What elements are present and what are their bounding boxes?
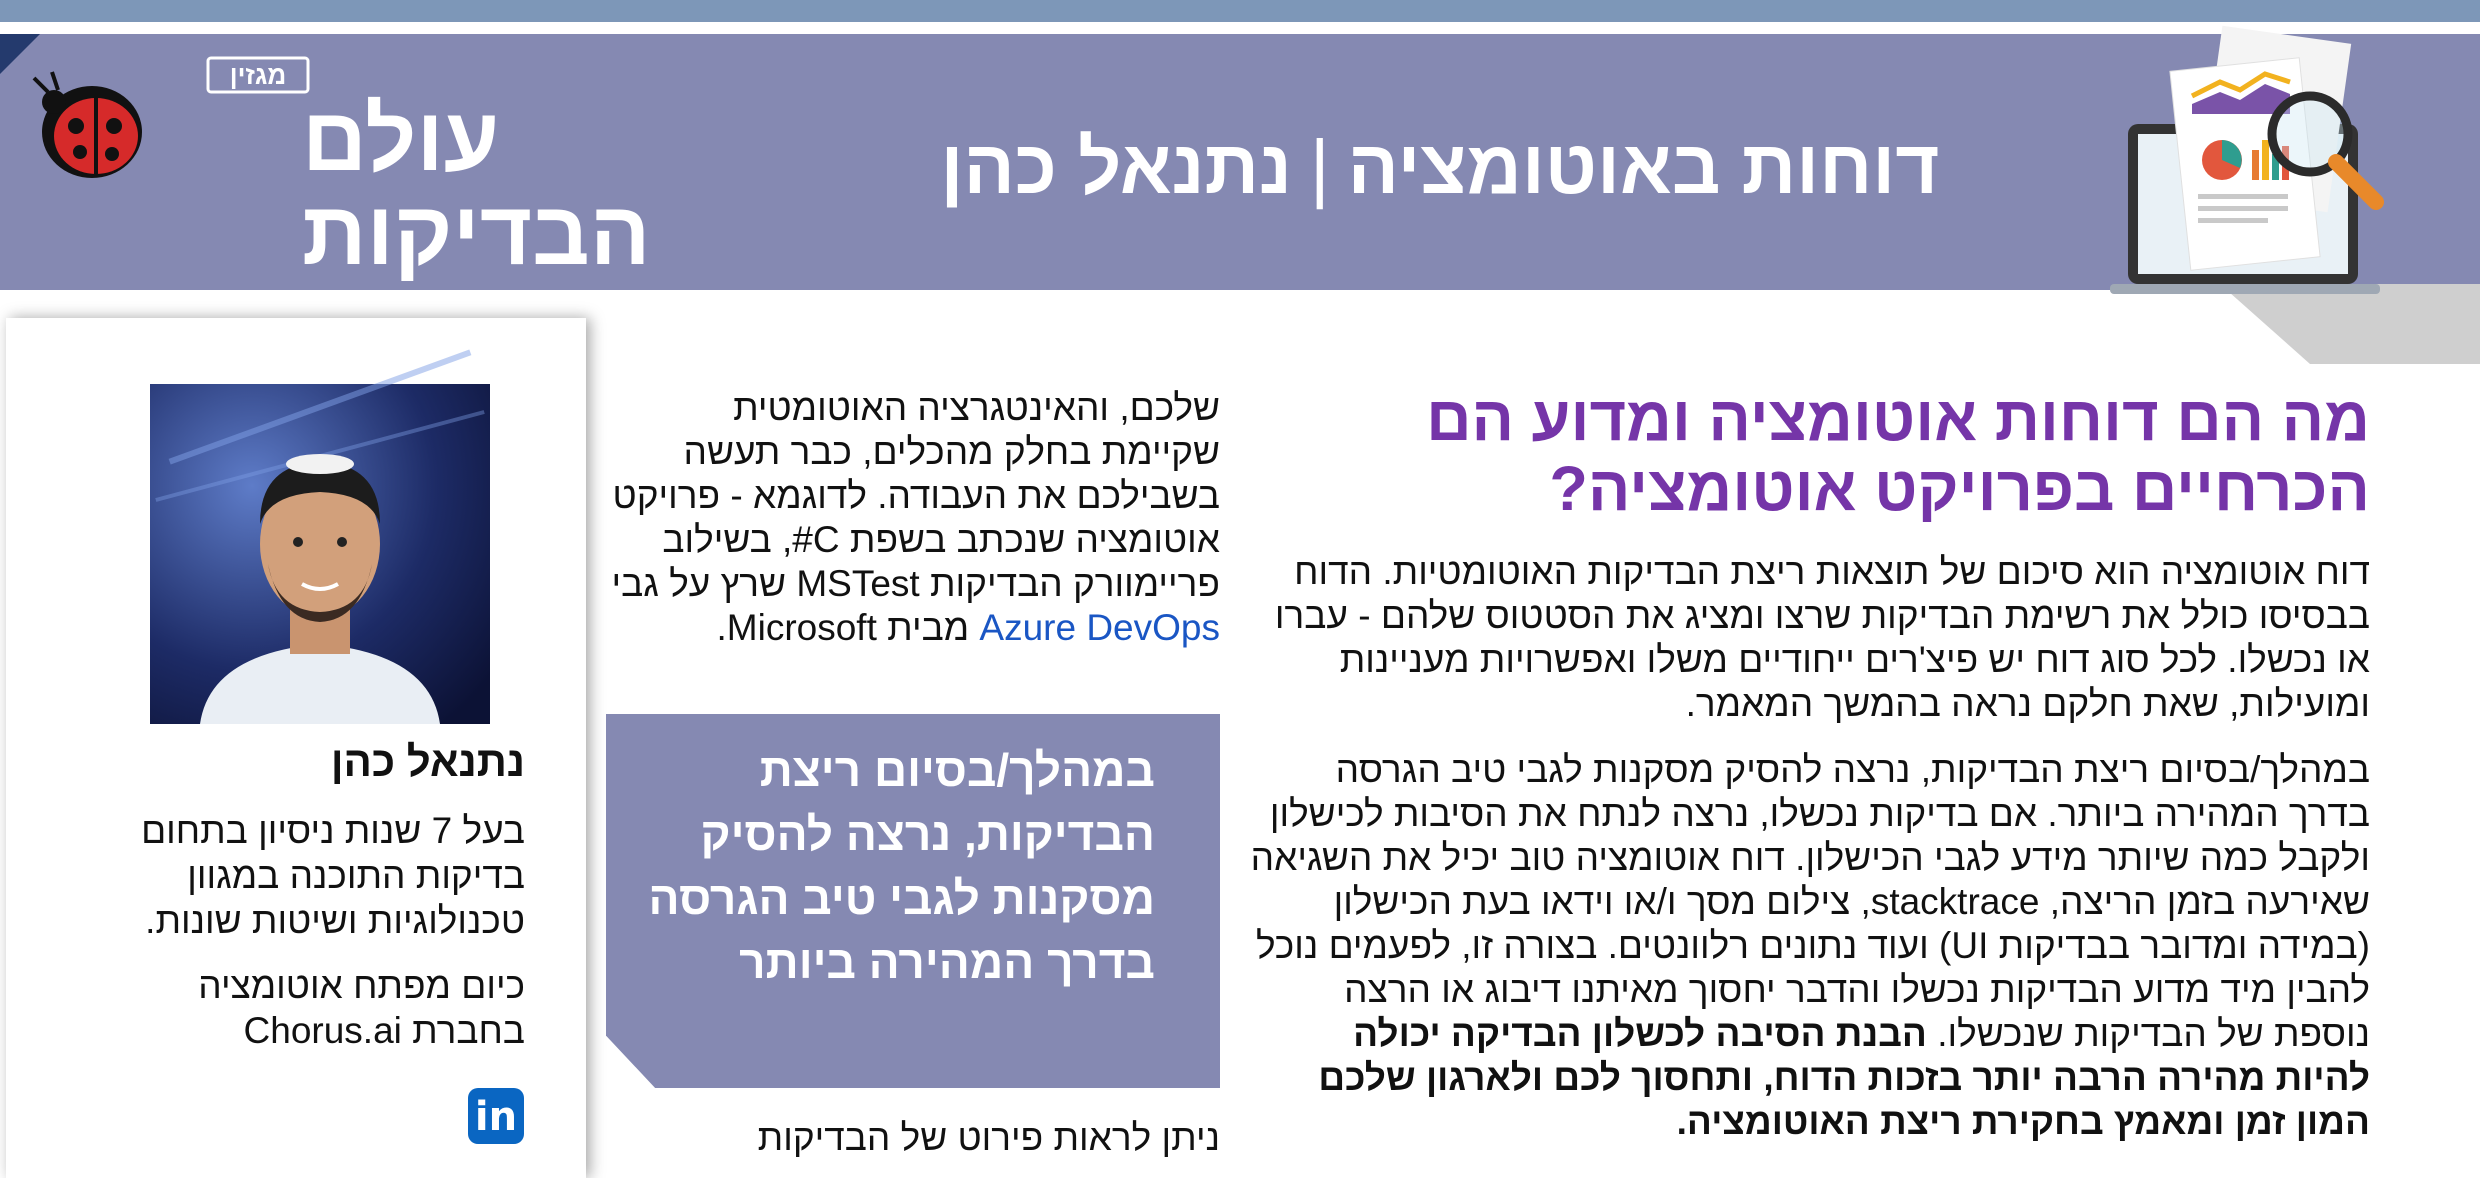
middle-paragraph-part-2: מבית Microsoft. [716, 607, 970, 648]
author-bio: בעל 7 שנות ניסיון בתחום בדיקות התוכנה במגוון טכנולוגיות ושיטות שונות. [141, 810, 525, 941]
title-topic: דוחות באוטומציה [1347, 125, 1940, 210]
top-color-strip [0, 0, 2480, 22]
middle-paragraph-part-1: שלכם, והאינטגרציה האוטומטית שקיימת בחלק מהכלים, כבר תעשה בשבילכם את העבודה. לדוגמא - פרויקט אוטומציה שנכתב בשפת C#, בשילוב פריימוורק הבדיקות MSTest שרץ על גבי [611, 387, 1220, 604]
author-role-line-2: בחברת Chorus.ai [243, 1010, 525, 1051]
linkedin-icon[interactable]: in [468, 1088, 524, 1144]
report-illustration [2110, 34, 2480, 364]
report-magnifier-icon [2110, 34, 2480, 364]
title-separator: | [1309, 125, 1330, 210]
header-divider [0, 22, 2480, 34]
page-title [880, 118, 2000, 218]
logo-top-word: מגזין [229, 60, 287, 90]
middle-column-text [610, 386, 1220, 650]
author-photo [150, 384, 490, 724]
middle-paragraph-bottom: ניתן לראות פירוט של הבדיקות [757, 1117, 1220, 1158]
title-author: נתנאל כהן [940, 125, 1292, 210]
article-paragraph-1: דוח אוטומציה הוא סיכום של תוצאות ריצת הבדיקות האוטומטיות. הדוח בבסיסו כולל את רשימת הבדיקות שרצו ומציג את הסטטוס שלהם - עברו או נכשלו. לכל סוג דוח יש פיצ'רים ייחודיים משלו ואפשרויות מעניינות ומועילות, שאת חלקם נראה בהמשך המאמר. [1274, 551, 2370, 724]
pull-quote-text: במהלך/בסיום ריצת הבדיקות, נרצה להסיק מסקנות לגבי טיב הגרסה בדרך המהירה ביותר [648, 744, 1155, 988]
article-paragraph-2 [1250, 748, 2370, 1144]
azure-devops-link[interactable]: Azure DevOps [979, 607, 1220, 648]
article-headline: מה הם דוחות אוטומציה ומדוע הם הכרחיים בפרויקט אוטומציה? [1426, 384, 2370, 524]
article-paragraph-2-regular: במהלך/בסיום ריצת הבדיקות, נרצה להסיק מסקנות לגבי טיב הגרסה בדרך המהירה ביותר. אם בדיקות נכשלו, נרצה לנתח את הסיבות לכישלון ולקבל כמה שיותר מידע לגבי הכישלון. דוח אוטומציה טוב יכיל את השגיאה שאירעה בזמן הריצה, stacktrace, צילום מסך ו/או וידאו בעת הכישלון (במידה ומדובר בבדיקות UI) ועוד נתונים רלוונטים. בצורה זו, לפעמים נוכל להבין מיד מדוע הבדיקות נכשלו והדבר יחסוך מאיתנו דיבוג או הרצה נוספת של הבדיקות שנכשלו. [1250, 749, 2370, 1054]
author-role-line-1: כיום מפתח אוטומציה [198, 965, 525, 1006]
article-paragraph-2-bold: הבנת הסיבה לכשלון הבדיקה יכולה להיות מהירה הרבה יותר בזכות הדוח, ותחסוך לכם ולארגון שלכם המון זמן ומאמץ בחקירת ריצת האוטומציה. [1318, 1013, 2370, 1142]
logo-line-1: עולם [302, 90, 500, 190]
author-role [60, 963, 525, 1053]
logo-line-2: הבדיקות [302, 184, 651, 284]
magazine-logo[interactable] [30, 52, 651, 292]
author-name: נתנאל כהן [330, 738, 525, 785]
ladybug-icon [30, 52, 651, 292]
